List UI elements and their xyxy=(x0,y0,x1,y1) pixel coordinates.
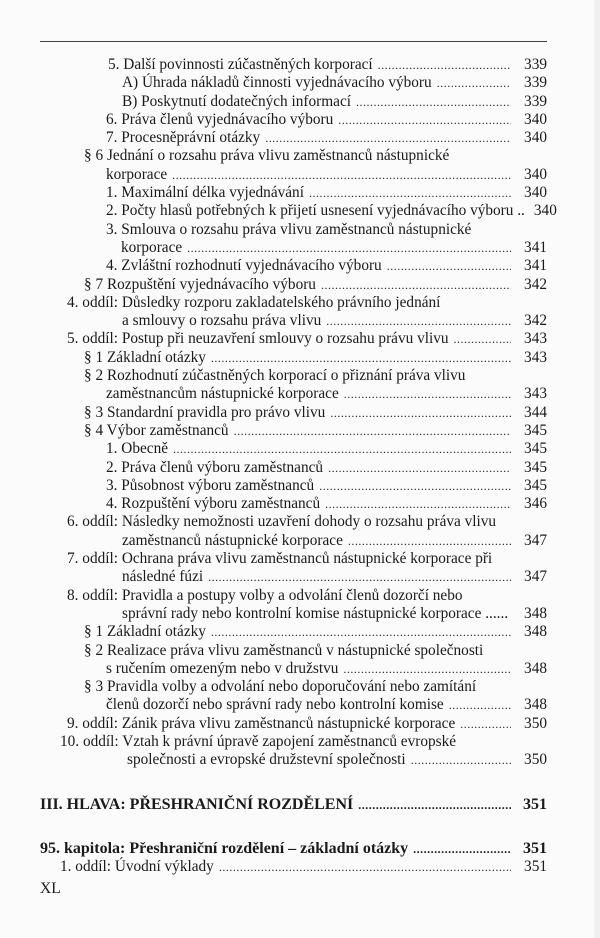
toc-entry-title: 9. oddíl: Zánik práva vlivu zaměstnanců nástupnické korporace xyxy=(67,714,456,732)
toc-entry[interactable] xyxy=(0,349,600,367)
toc-entry-title: členů dozorčí nebo správní rady nebo kontrolní komise xyxy=(106,696,444,714)
toc-page-number: 345 xyxy=(524,440,547,458)
toc-entry-line-last xyxy=(60,858,547,876)
toc-page-number: 347 xyxy=(524,531,547,549)
toc-entry[interactable] xyxy=(0,74,600,92)
toc-entry-title: korporace xyxy=(121,238,183,256)
toc-entry-line-last xyxy=(127,751,547,769)
toc-page-number: 348 xyxy=(524,696,547,714)
toc-entry-title: § 7 Rozpuštění vyjednávacího výboru xyxy=(84,275,316,293)
toc-entry[interactable] xyxy=(0,459,600,477)
dot-leader xyxy=(330,404,511,422)
toc-entry-title: 6. Práva členů vyjednávacího výboru xyxy=(106,110,334,128)
toc-entry[interactable] xyxy=(0,623,600,641)
toc-page-number: 351 xyxy=(524,858,547,876)
dot-leader xyxy=(325,495,511,513)
toc-entry-title: 7. oddíl: Ochrana práva vlivu zaměstnanců nástupnické korporace při xyxy=(67,550,493,568)
toc-entry[interactable] xyxy=(0,184,600,202)
toc-entry-line-last xyxy=(108,56,547,74)
toc-entry-line-last xyxy=(122,532,547,550)
toc-entry[interactable] xyxy=(0,422,600,440)
toc-entry[interactable] xyxy=(0,276,600,294)
toc-entry-line xyxy=(84,147,547,165)
toc-entry-title: 3. Působnost výboru zaměstnanců xyxy=(106,476,315,494)
toc-entry[interactable] xyxy=(0,678,600,715)
toc-entry-line xyxy=(67,294,547,312)
toc-entry[interactable] xyxy=(0,202,600,220)
toc-entry[interactable] xyxy=(0,129,600,147)
toc-entry-title: 10. oddíl: Vztah k právní úpravě zapojení zaměstnanců evropské xyxy=(60,732,457,750)
toc-page-number: 340 xyxy=(524,165,547,183)
toc-page-number: 343 xyxy=(524,385,547,403)
toc-entry[interactable] xyxy=(0,330,600,348)
toc-entry-line xyxy=(84,678,547,696)
toc-entry-line xyxy=(67,513,547,531)
toc-entry-line xyxy=(60,733,547,751)
toc-entry-line-last xyxy=(106,184,547,202)
toc-entry-title: § 2 Realizace práva vlivu zaměstnanců v nástupnické společnosti xyxy=(84,641,484,659)
toc-entry-line xyxy=(67,550,547,568)
toc-entry-line-last xyxy=(84,276,547,294)
toc-entry-title: 1. oddíl: Úvodní výklady xyxy=(60,858,214,876)
toc-entry-line-last xyxy=(106,257,547,275)
toc-entry[interactable] xyxy=(0,495,600,513)
toc-entry[interactable] xyxy=(0,477,600,495)
toc-entry-title: s ručením omezeným nebo v družstvu xyxy=(106,659,339,677)
dot-leader xyxy=(413,840,511,858)
dot-leader xyxy=(321,276,511,294)
toc-entry[interactable] xyxy=(0,642,600,679)
toc-entry-title: § 1 Základní otázky xyxy=(84,348,206,366)
dot-leader xyxy=(387,257,511,275)
dot-leader xyxy=(358,796,511,814)
dot-leader xyxy=(211,349,511,367)
toc-page-number: 340 xyxy=(524,129,547,147)
dot-leader xyxy=(309,184,511,202)
toc-entry-title: 3. Smlouva o rozsahu práva vlivu zaměstnanců nástupnické xyxy=(106,220,472,238)
page-number-footer: XL xyxy=(40,880,61,897)
toc-entry[interactable] xyxy=(0,56,600,74)
toc-entry[interactable] xyxy=(0,294,600,331)
toc-entry-title: B) Poskytnutí dodatečných informací xyxy=(122,92,351,110)
dot-leader xyxy=(172,166,511,184)
toc-entry-line-last xyxy=(84,623,547,641)
toc-entry-title: § 3 Standardní pravidla pro právo vlivu xyxy=(84,403,326,421)
toc-page-number: 341 xyxy=(524,238,547,256)
dot-leader xyxy=(326,312,511,330)
dot-leader xyxy=(338,111,511,129)
toc-entry-title: A) Úhrada nákladů činnosti vyjednávacího výboru xyxy=(122,74,432,92)
toc-page-number: 344 xyxy=(524,403,547,421)
toc-entry[interactable] xyxy=(0,587,600,624)
toc-page-number: 341 xyxy=(524,257,547,275)
toc-entry-line-last xyxy=(67,330,547,348)
toc-entry-line-last xyxy=(106,459,547,477)
toc-page-number: 345 xyxy=(524,421,547,439)
dot-leader xyxy=(454,330,511,348)
header-rule xyxy=(40,41,547,42)
dot-leader xyxy=(356,93,511,111)
toc-page-number: 340 xyxy=(524,184,547,202)
toc-entry-line-last xyxy=(106,696,547,714)
dot-leader xyxy=(378,56,511,74)
dot-leader xyxy=(219,858,511,876)
dot-leader xyxy=(173,440,511,458)
toc-entry-title: 1. Maximální délka vyjednávání xyxy=(106,184,304,202)
toc-entry-line xyxy=(84,367,547,385)
toc-entry[interactable] xyxy=(0,367,600,404)
dot-leader xyxy=(460,715,511,733)
toc-entry-title: § 2 Rozhodnutí zúčastněných korporací o přiznání práva vlivu xyxy=(84,367,466,385)
dot-leader xyxy=(265,129,511,147)
toc-entry[interactable] xyxy=(0,733,600,770)
toc-page-number: 339 xyxy=(524,92,547,110)
dot-leader xyxy=(234,422,511,440)
section-gap xyxy=(0,814,600,840)
dot-leader xyxy=(211,623,511,641)
toc-entry-title: § 4 Výbor zaměstnanců xyxy=(84,421,229,439)
toc-entry-line-last xyxy=(106,495,547,513)
dot-leader xyxy=(344,385,511,403)
toc-entry-title: 7. Procesněprávní otázky xyxy=(106,129,261,147)
toc-entry-title: 2. Práva členů výboru zaměstnanců xyxy=(106,458,324,476)
toc-entry-title: 8. oddíl: Pravidla a postupy volby a odvolání členů dozorčí nebo xyxy=(67,586,463,604)
toc-entry-line-last xyxy=(106,660,547,678)
toc-entry-title: korporace xyxy=(106,165,168,183)
toc-page-number: 339 xyxy=(524,56,547,73)
toc-page-number: 343 xyxy=(524,348,547,366)
dot-leader xyxy=(319,477,511,495)
toc-page-number: 342 xyxy=(524,275,547,293)
toc-entry-title: správní rady nebo kontrolní komise nástupnické korporace ...... xyxy=(122,604,509,622)
toc-entry-title: § 6 Jednání o rozsahu práva vlivu zaměstnanců nástupnické xyxy=(84,147,450,165)
toc-page-number: 342 xyxy=(524,312,547,330)
toc-page-number: 348 xyxy=(524,604,547,622)
toc-entry-line-last xyxy=(106,111,547,129)
toc-entry-title: společnosti a evropské družstevní společnosti xyxy=(127,751,406,769)
toc-entry-line xyxy=(106,221,547,239)
toc-entry-title: zaměstnanců nástupnické korporace xyxy=(122,531,343,549)
toc-entry-line-last xyxy=(106,477,547,495)
toc-entry[interactable] xyxy=(0,147,600,184)
toc-entry-line xyxy=(84,642,547,660)
toc-entry-line-last xyxy=(106,129,547,147)
toc-entry-line-last xyxy=(121,239,547,257)
toc-entry-title: zaměstnancům nástupnické korporace xyxy=(106,385,339,403)
toc-page-number: 345 xyxy=(524,476,547,494)
toc-entry-title: 4. Zvláštní rozhodnutí vyjednávacího výboru xyxy=(106,257,382,275)
toc-entry-title: 1. Obecně xyxy=(106,440,169,458)
toc-entry[interactable] xyxy=(0,550,600,587)
toc-entry-title: 4. oddíl: Důsledky rozporu zakladatelského právního jednání xyxy=(67,293,441,311)
toc-entry-title: 2. Počty hlasů potřebných k přijetí usnesení vyjednávacího výboru .. xyxy=(106,202,525,220)
toc-page-number: 343 xyxy=(524,330,547,348)
dot-leader xyxy=(343,660,511,678)
toc-entry-title: 4. Rozpuštění výboru zaměstnanců xyxy=(106,495,321,513)
toc-entry[interactable] xyxy=(0,513,600,550)
toc-entry-line-last xyxy=(67,715,547,733)
toc-entry-line-last xyxy=(106,202,557,220)
toc-entry-title: 5. Další povinnosti zúčastněných korporací xyxy=(108,56,373,73)
toc-entry-title: III. HLAVA: PŘESHRANIČNÍ ROZDĚLENÍ xyxy=(40,795,354,813)
toc-entry-line-last xyxy=(106,385,547,403)
toc-entry-line-last xyxy=(106,166,547,184)
dot-leader xyxy=(348,532,511,550)
toc-entry[interactable] xyxy=(0,93,600,111)
toc-entry-line-last xyxy=(122,605,547,623)
toc-entry[interactable] xyxy=(0,111,600,129)
toc-entry-title: následné fúzi xyxy=(122,568,204,586)
toc-entry[interactable] xyxy=(0,840,600,858)
toc-entry[interactable] xyxy=(0,221,600,258)
toc-entry-line-last xyxy=(122,93,547,111)
dot-leader xyxy=(328,459,511,477)
toc-entry-title: § 1 Základní otázky xyxy=(84,623,206,641)
toc-page-number: 340 xyxy=(524,110,547,128)
dot-leader xyxy=(437,74,511,92)
toc-entry-line-last xyxy=(84,349,547,367)
toc-page-number: 346 xyxy=(524,495,547,513)
toc-page-number: 347 xyxy=(524,568,547,586)
toc-page-number: 348 xyxy=(524,623,547,641)
toc-page-number: 339 xyxy=(524,74,547,92)
toc-entry[interactable] xyxy=(0,440,600,458)
dot-leader xyxy=(187,239,511,257)
section-gap xyxy=(0,770,600,796)
toc-entry-line-last xyxy=(106,440,547,458)
toc-entry[interactable] xyxy=(0,257,600,275)
toc-entry-line-last xyxy=(122,312,547,330)
toc-entry-line-last xyxy=(122,74,547,92)
toc-entry[interactable] xyxy=(0,858,600,876)
toc-entry-line-last xyxy=(40,796,547,814)
toc-entry-line-last xyxy=(122,568,547,586)
toc-entry[interactable] xyxy=(0,404,600,422)
toc-entry-title: a smlouvy o rozsahu práva vlivu xyxy=(122,312,322,330)
toc-page-number: 340 xyxy=(533,202,557,220)
toc-entry-title: 5. oddíl: Postup při neuzavření smlouvy o rozsahu právu vlivu xyxy=(67,330,449,348)
dot-leader xyxy=(449,696,511,714)
table-of-contents xyxy=(0,56,600,876)
toc-entry-line-last xyxy=(84,404,547,422)
toc-page-number: 351 xyxy=(523,839,547,857)
toc-entry-line xyxy=(67,587,547,605)
toc-entry-line-last xyxy=(84,422,547,440)
toc-entry-title: 6. oddíl: Následky nemožnosti uzavření dohody o rozsahu práva vlivu xyxy=(67,513,497,531)
toc-entry-title: § 3 Pravidla volby a odvolání nebo doporučování nebo zamítání xyxy=(84,678,477,696)
toc-page-number: 351 xyxy=(523,795,547,813)
toc-entry-title: 95. kapitola: Přeshraniční rozdělení – základní otázky xyxy=(40,839,409,857)
toc-page-number: 345 xyxy=(524,458,547,476)
dot-leader xyxy=(208,568,511,586)
dot-leader xyxy=(411,751,511,769)
toc-entry-line-last xyxy=(40,840,547,858)
toc-entry[interactable] xyxy=(0,796,600,814)
toc-page-number: 350 xyxy=(524,714,547,732)
toc-page-number: 350 xyxy=(524,751,547,769)
toc-page-number: 348 xyxy=(524,659,547,677)
toc-entry[interactable] xyxy=(0,715,600,733)
